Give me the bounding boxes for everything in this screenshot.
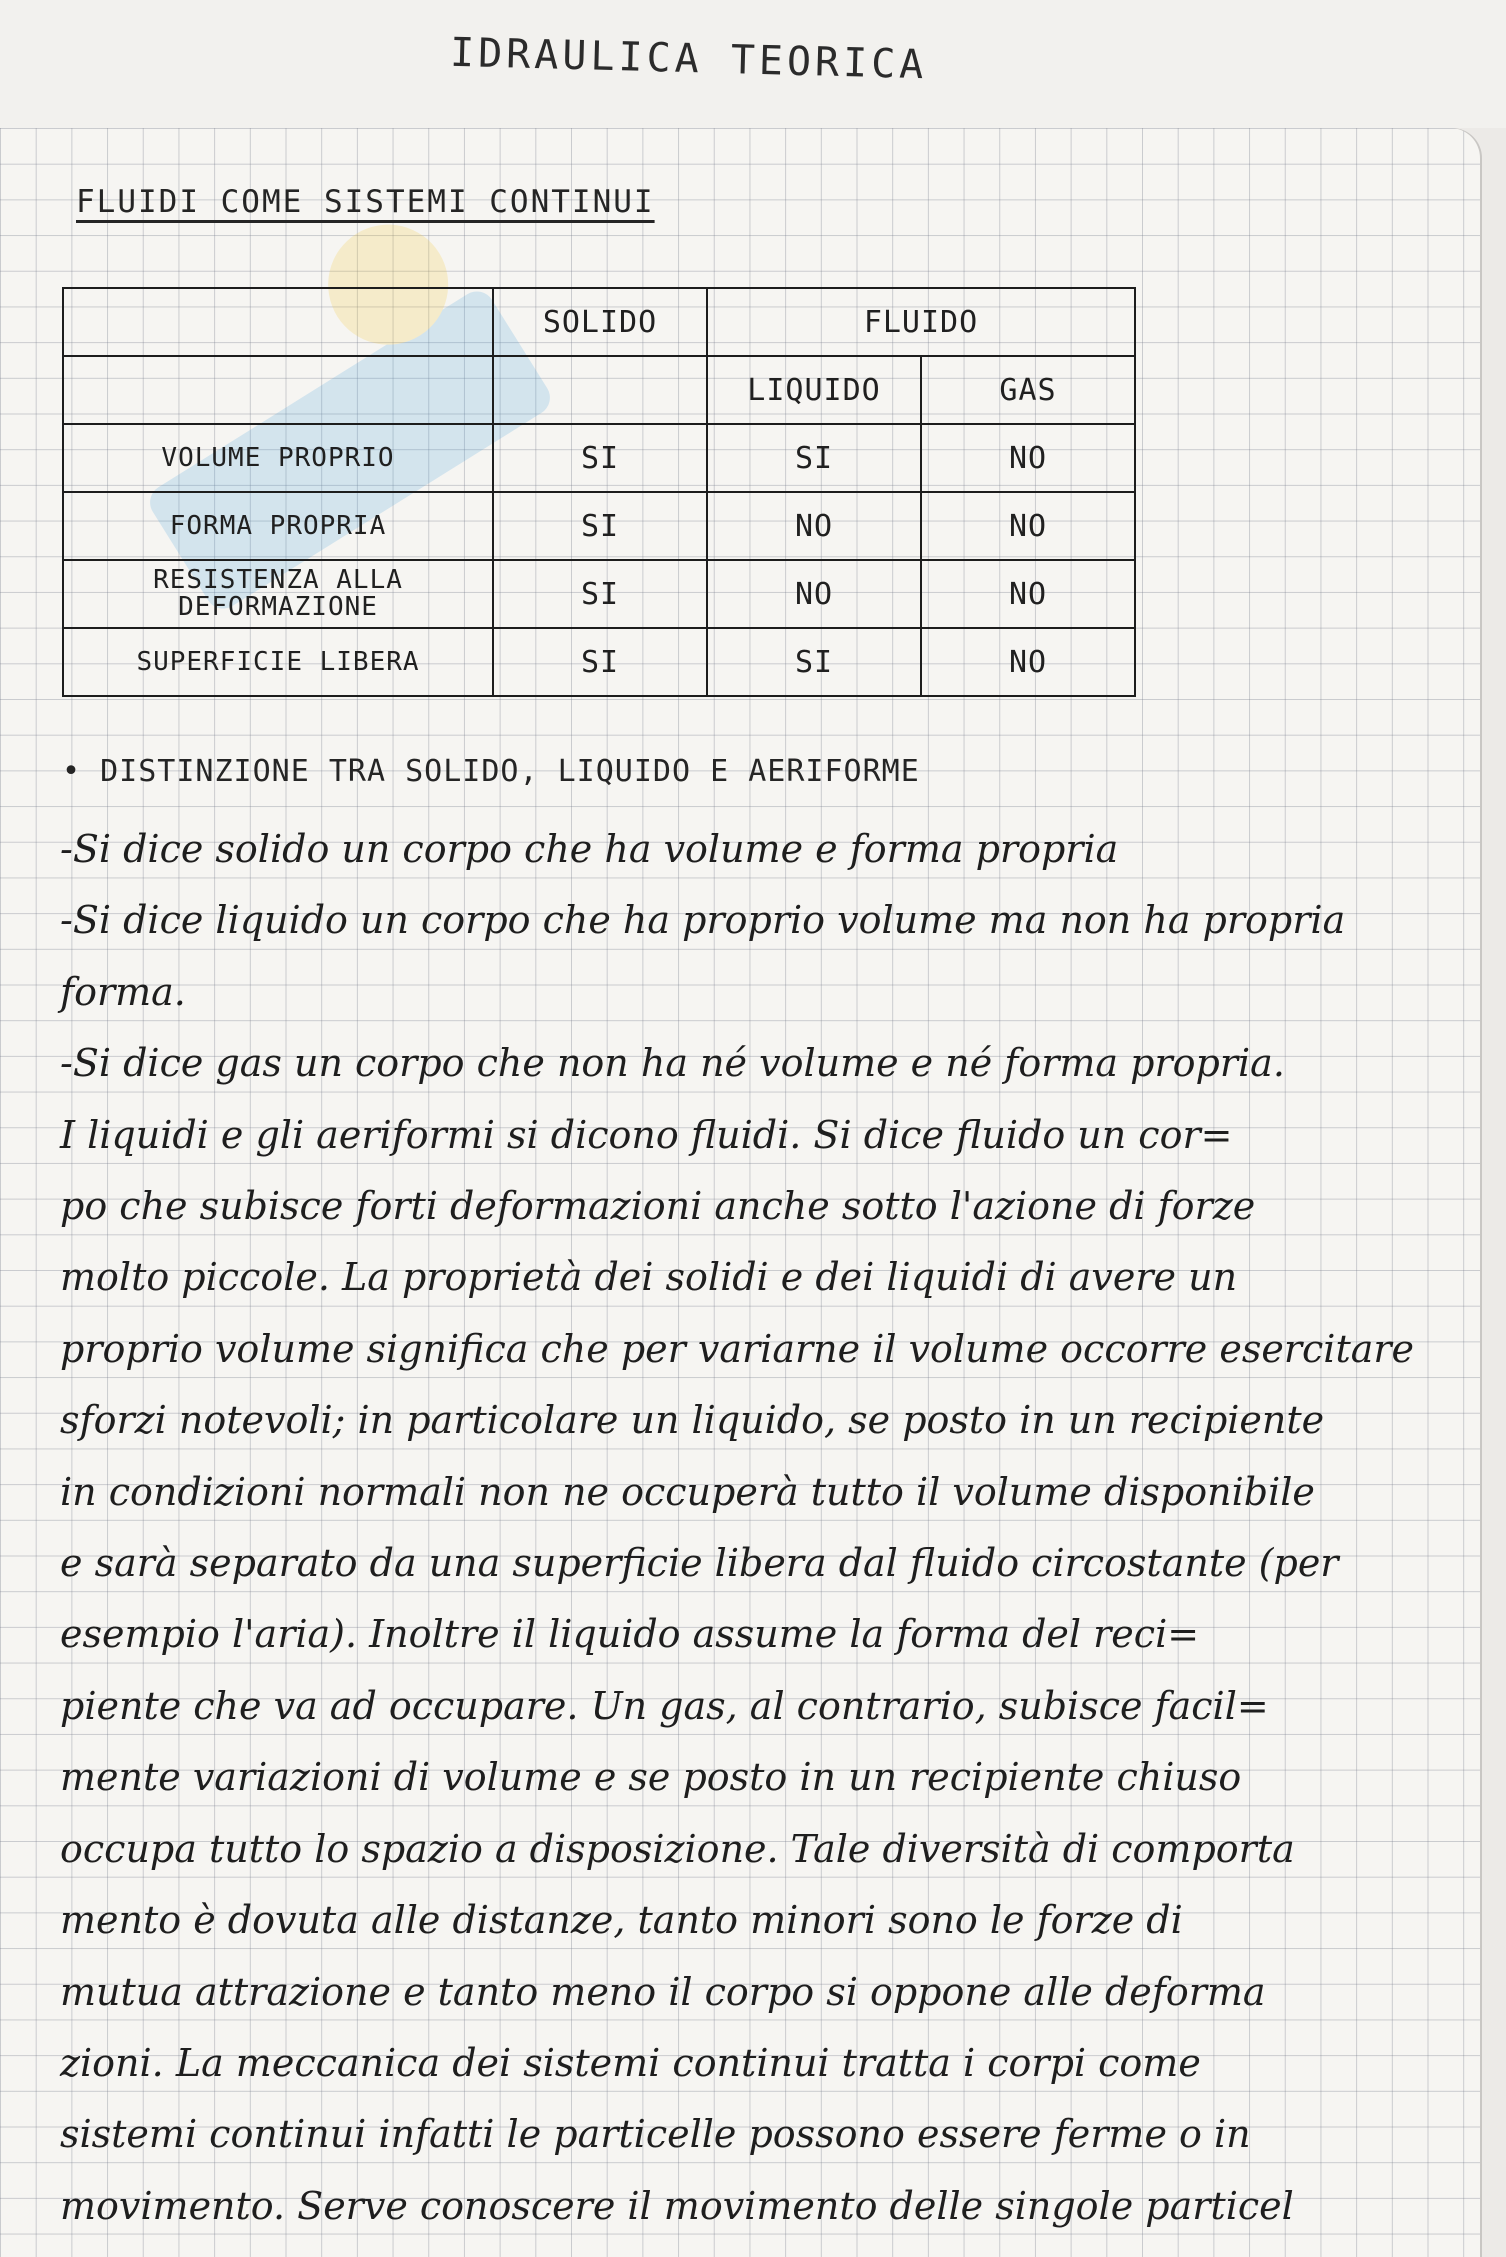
bullet-heading: • DISTINZIONE TRA SOLIDO, LIQUIDO E AERIFORME <box>62 754 920 789</box>
text-line: mente variazioni di volume e se posto in un recipiente chiuso <box>60 1755 1242 1800</box>
text-line: -Si dice liquido un corpo che ha proprio volume ma non ha propria <box>60 898 1346 943</box>
cell-gas: NO <box>921 492 1135 560</box>
cell-gas: NO <box>921 628 1135 696</box>
header-fluid: FLUIDO <box>707 288 1135 356</box>
page-header-title: IDRAULICA TEORICA <box>449 29 928 89</box>
text-line: I liquidi e gli aeriformi si dicono fluidi. Si dice fluido un cor= <box>60 1112 1233 1157</box>
text-line: e sarà separato da una superficie libera dal fluido circostante (per <box>60 1541 1339 1586</box>
text-line: proprio volume significa che per variarne il volume occorre esercitare <box>60 1326 1415 1371</box>
text-line: occupa tutto lo spazio a disposizione. Tale diversità di comporta <box>60 1826 1295 1871</box>
text-line: mento è dovuta alle distanze, tanto minori sono le forze di <box>60 1898 1183 1943</box>
properties-table <box>62 287 1136 697</box>
text-line: movimento. Serve conoscere il movimento delle singole particel <box>60 2183 1294 2228</box>
table-row <box>63 492 1135 560</box>
cell-solid: SI <box>493 560 707 628</box>
table-subheader-row <box>63 356 1135 424</box>
cell-solid: SI <box>493 492 707 560</box>
table-header-row <box>63 288 1135 356</box>
cell-solid: SI <box>493 424 707 492</box>
cell-liquid: SI <box>707 424 921 492</box>
row-label: RESISTENZA ALLA DEFORMAZIONE <box>63 560 493 628</box>
text-line: -Si dice solido un corpo che ha volume e forma propria <box>60 827 1119 871</box>
text-line: molto piccole. La proprietà dei solidi e dei liquidi di avere un <box>60 1255 1238 1300</box>
text-line: esempio l'aria). Inoltre il liquido assume la forma del reci= <box>60 1612 1200 1657</box>
handwritten-body <box>60 814 1480 2242</box>
text-line: -Si dice gas un corpo che non ha né volume e né forma propria. <box>60 1041 1285 1086</box>
text-line: po che subisce forti deformazioni anche sotto l'azione di forze <box>60 1184 1256 1229</box>
cell-liquid: NO <box>707 492 921 560</box>
header-liquid: LIQUIDO <box>707 356 921 424</box>
header-gas: GAS <box>921 356 1135 424</box>
cell-gas: NO <box>921 424 1135 492</box>
text-line: in condizioni normali non ne occuperà tutto il volume disponibile <box>60 1469 1315 1514</box>
row-label: SUPERFICIE LIBERA <box>63 628 493 696</box>
section-title: FLUIDI COME SISTEMI CONTINUI <box>76 184 655 220</box>
table-empty-cell <box>493 356 707 424</box>
table-row <box>63 424 1135 492</box>
text-line: forma. <box>60 969 186 1014</box>
cell-liquid: NO <box>707 560 921 628</box>
text-line: sistemi continui infatti le particelle possono essere ferme o in <box>60 2112 1251 2157</box>
cell-solid: SI <box>493 628 707 696</box>
row-label: FORMA PROPRIA <box>63 492 493 560</box>
text-line: mutua attrazione e tanto meno il corpo si oppone alle deforma <box>60 1969 1266 2014</box>
text-line: zioni. La meccanica dei sistemi continui tratta i corpi come <box>60 2040 1201 2085</box>
header-solid: SOLIDO <box>493 288 707 356</box>
table-corner-cell <box>63 288 493 356</box>
cell-gas: NO <box>921 560 1135 628</box>
text-line: piente che va ad occupare. Un gas, al contrario, subisce facil= <box>60 1683 1269 1728</box>
cell-liquid: SI <box>707 628 921 696</box>
row-label: VOLUME PROPRIO <box>63 424 493 492</box>
text-line: sforzi notevoli; in particolare un liquido, se posto in un recipiente <box>60 1398 1325 1443</box>
table-empty-cell <box>63 356 493 424</box>
table-row <box>63 628 1135 696</box>
table-row <box>63 560 1135 628</box>
